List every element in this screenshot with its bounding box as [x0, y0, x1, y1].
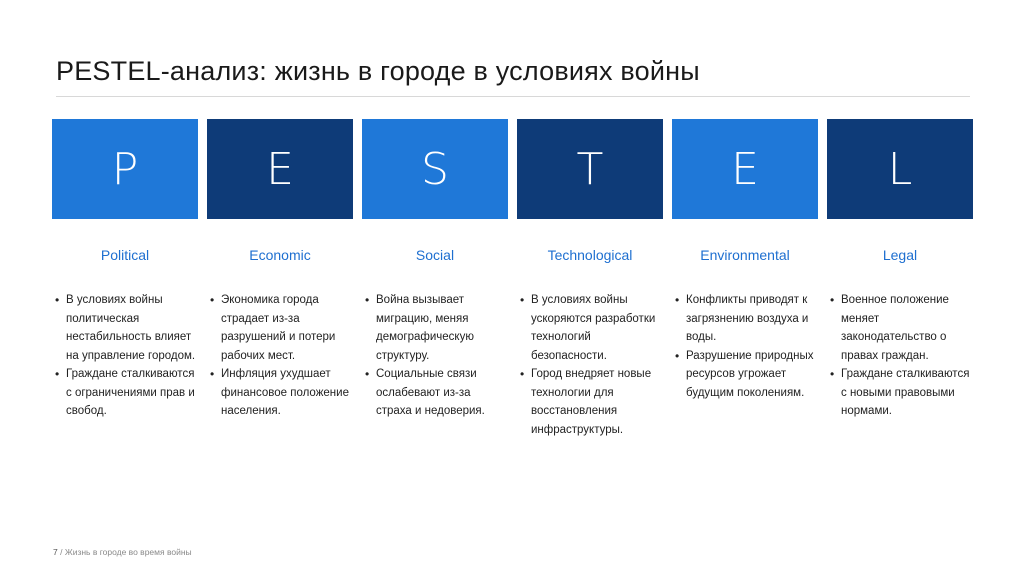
- factor-name: Legal: [882, 247, 918, 263]
- factor-name: Political: [100, 247, 150, 263]
- tile-political-letter: P: [52, 119, 198, 219]
- column-technological: [517, 245, 663, 439]
- footer-separator: /: [60, 547, 63, 557]
- bullet-item: • Инфляция ухудшает финансовое положение населения.: [209, 365, 353, 421]
- bullet-item: • Война вызывает миграцию, меняя демографическую структуру.: [364, 291, 508, 365]
- tile-technological-letter: T: [517, 119, 663, 219]
- bullet-item: • Конфликты приводят к загрязнению воздуха и воды.: [674, 291, 818, 347]
- bullet-list: [517, 291, 663, 439]
- column-environmental: [672, 245, 818, 439]
- factor-name: Technological: [547, 247, 633, 263]
- factor-name: Environmental: [700, 247, 790, 263]
- factor-name: Social: [415, 247, 455, 263]
- slide-footer: [53, 547, 192, 557]
- factor-columns: [52, 245, 973, 439]
- letter-tiles: [52, 119, 973, 219]
- bullet-item: • Город внедряет новые технологии для восстановления инфраструктуры.: [519, 365, 663, 439]
- tile-economic-letter: E: [207, 119, 353, 219]
- bullet-list: [362, 291, 508, 421]
- tile-social-letter: S: [362, 119, 508, 219]
- bullet-item: • Граждане сталкиваются с ограничениями прав и свобод.: [54, 365, 198, 421]
- bullet-item: • Разрушение природных ресурсов угрожает будущим поколениям.: [674, 347, 818, 403]
- column-legal: [827, 245, 973, 439]
- column-economic: [207, 245, 353, 439]
- footer-caption: Жизнь в городе во время войны: [64, 547, 192, 557]
- title-divider: [56, 96, 970, 97]
- tile-environmental-letter: E: [672, 119, 818, 219]
- tile-legal-letter: L: [827, 119, 973, 219]
- bullet-list: [672, 291, 818, 402]
- slide-title: PESTEL-анализ: жизнь в городе в условиях войны: [56, 56, 700, 86]
- bullet-list: [207, 291, 353, 421]
- bullet-item: • Военное положение меняет законодательство о правах граждан.: [829, 291, 973, 365]
- bullet-item: • В условиях войны политическая нестабильность влияет на управление городом.: [54, 291, 198, 365]
- bullet-list: [52, 291, 198, 421]
- bullet-item: • Социальные связи ослабевают из-за страха и недоверия.: [364, 365, 508, 421]
- factor-name: Economic: [249, 247, 311, 263]
- bullet-item: • Экономика города страдает из-за разрушений и потери рабочих мест.: [209, 291, 353, 365]
- bullet-item: • В условиях войны ускоряются разработки технологий безопасности.: [519, 291, 663, 365]
- bullet-item: • Граждане сталкиваются с новыми правовыми нормами.: [829, 365, 973, 421]
- column-social: [362, 245, 508, 439]
- bullet-list: [827, 291, 973, 421]
- page-number: 7: [53, 547, 58, 557]
- column-political: [52, 245, 198, 439]
